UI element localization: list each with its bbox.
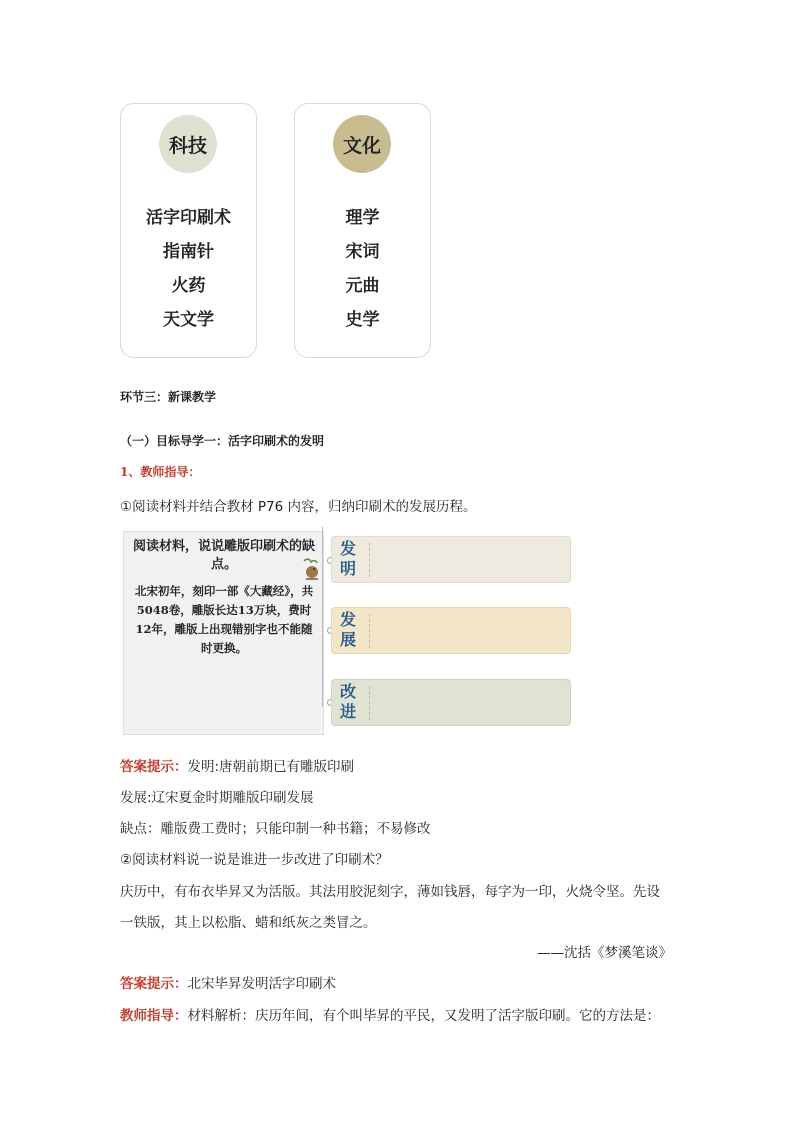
material-box bbox=[123, 531, 324, 735]
answer-1a-line bbox=[120, 755, 354, 775]
culture-circle: 文化 bbox=[333, 115, 391, 173]
teacher-guide-line bbox=[120, 1004, 660, 1024]
divider bbox=[369, 543, 370, 577]
stage-improvement bbox=[331, 679, 571, 726]
divider bbox=[369, 614, 370, 648]
quote-line-2: 一铁版，其上以松脂、蜡和纸灰之类冒之。 bbox=[120, 915, 377, 931]
task-2: ②阅读材料说一说是谁进一步改进了印刷术？ bbox=[120, 852, 389, 868]
answer-1c: 缺点：雕版费工费时；只能印制一种书籍；不易修改 bbox=[120, 821, 431, 837]
card-item: 活字印刷术 bbox=[146, 208, 231, 228]
card-item: 指南针 bbox=[163, 242, 214, 262]
section-title: 环节三：新课教学 bbox=[120, 390, 217, 404]
quote-line-1: 庆历中，有布衣毕昇又为活版。其法用胶泥刻字，薄如钱唇，每字为一印，火烧令坚。先设 bbox=[120, 884, 660, 900]
answer-hint-label: 答案提示： bbox=[120, 976, 188, 992]
card-item: 宋词 bbox=[345, 242, 380, 262]
material-title: 阅读材料，说说雕版印刷术的缺点。 bbox=[132, 539, 315, 572]
science-card bbox=[120, 103, 257, 358]
stage-development bbox=[331, 607, 571, 654]
culture-card bbox=[294, 103, 431, 358]
teacher-guide-text: 材料解析：庆历年间，有个叫毕昇的平民，又发明了活字版印刷。它的方法是： bbox=[187, 1008, 660, 1024]
card-item: 火药 bbox=[171, 276, 206, 296]
answer-hint-label: 答案提示： bbox=[120, 759, 188, 775]
goal-title: （一）目标导学一：活字印刷术的发明 bbox=[120, 434, 325, 448]
answer-1a: 发明:唐朝前期已有雕版印刷 bbox=[187, 759, 355, 775]
stage-label: 发 明 bbox=[340, 539, 357, 578]
stage-label: 发 展 bbox=[340, 610, 357, 649]
card-item: 理学 bbox=[345, 208, 380, 228]
material-body: 北宋初年，刻印一部《大藏经》，共5048卷，雕版长达13万块，费时12年，雕版上出现错别字也不能随时更换。 bbox=[134, 584, 314, 655]
answer-1b: 发展:辽宋夏金时期雕版印刷发展 bbox=[120, 790, 314, 806]
task-1: ①阅读材料并结合教材 P76 内容，归纳印刷术的发展历程。 bbox=[120, 499, 477, 515]
answer-2-line bbox=[120, 972, 336, 992]
card-item: 史学 bbox=[345, 310, 380, 330]
bird-icon bbox=[301, 557, 323, 581]
card-item: 天文学 bbox=[163, 310, 214, 330]
science-circle: 科技 bbox=[159, 115, 217, 173]
teacher-guide-1: 1、教师指导： bbox=[120, 465, 201, 479]
culture-items bbox=[295, 201, 430, 337]
stage-label: 改 进 bbox=[340, 682, 357, 721]
answer-2: 北宋毕昇发明活字印刷术 bbox=[187, 976, 336, 992]
teacher-guide-label: 教师指导： bbox=[120, 1008, 188, 1024]
quote-source: ——沈括《梦溪笔谈》 bbox=[537, 945, 672, 961]
stage-invention bbox=[331, 536, 571, 583]
science-items bbox=[121, 201, 256, 337]
divider bbox=[369, 686, 370, 720]
card-item: 元曲 bbox=[345, 276, 380, 296]
